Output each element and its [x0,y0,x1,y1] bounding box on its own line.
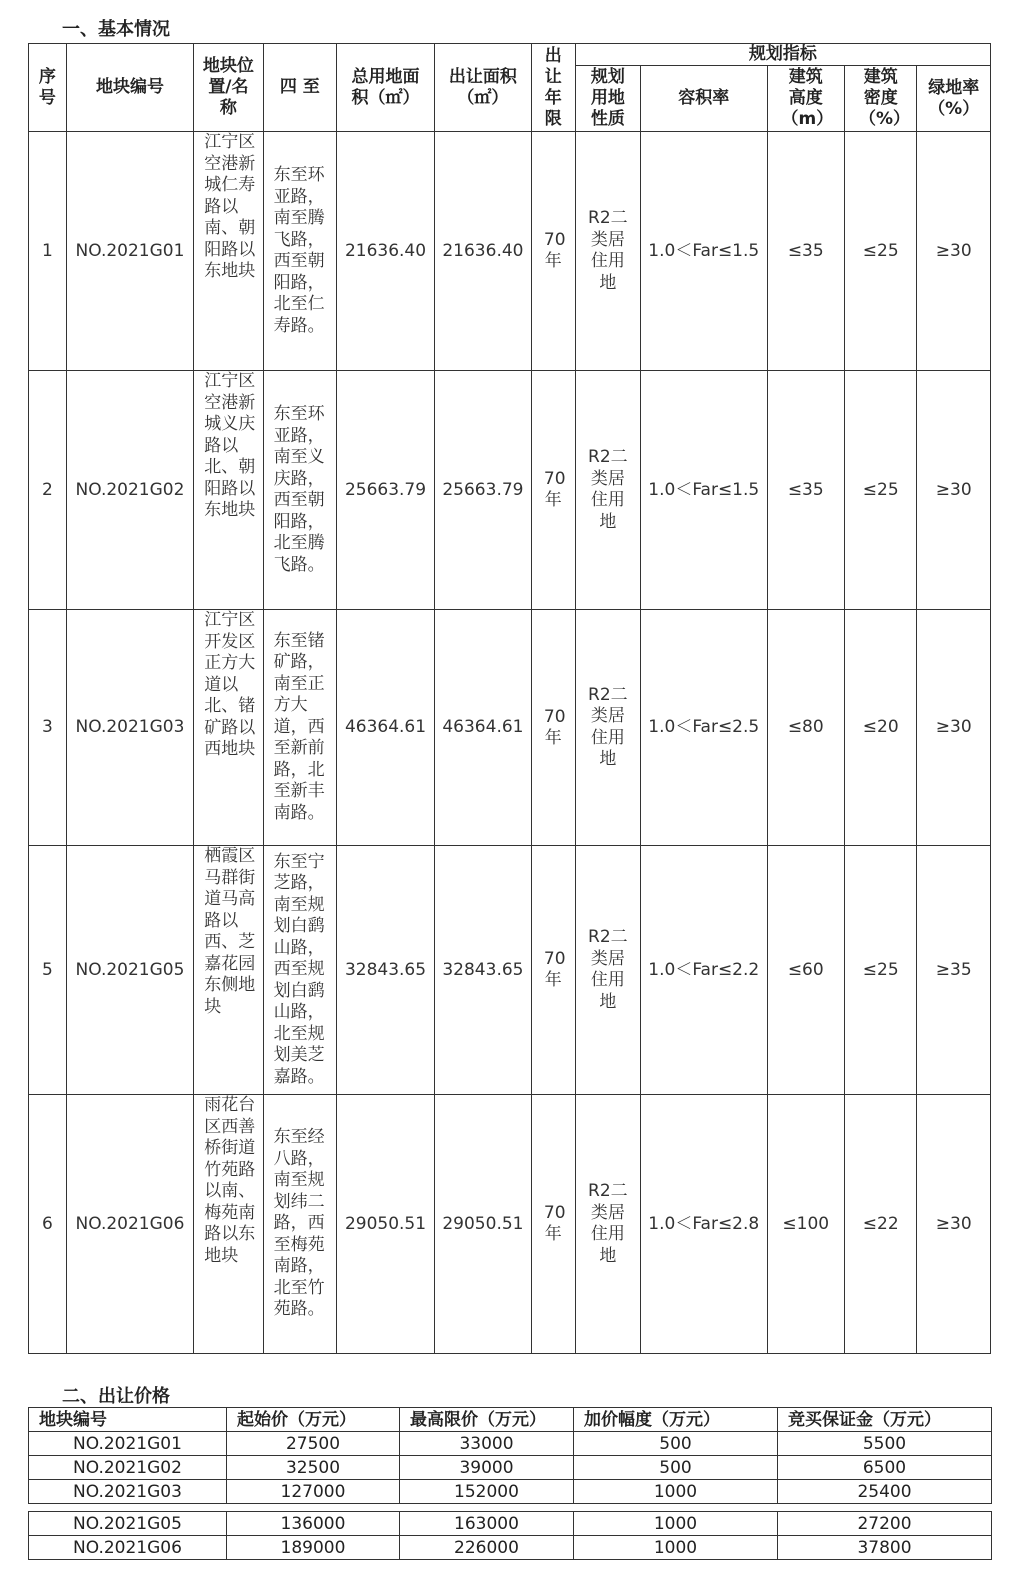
section2-title: 二、出让价格 [62,1386,170,1407]
cell-deposit: 37800 [778,1536,992,1560]
basic-info-table [28,43,991,1354]
cell-green: ≥35 [917,846,991,1095]
cell-max-price: 226000 [400,1536,574,1560]
table-row [29,1095,991,1354]
cell-deposit: 25400 [778,1480,992,1504]
cell-bounds: 东至宁芝路，南至规划白鹞山路，西至规划白鹞山路，北至规划美芝嘉路。 [263,846,336,1095]
cell-green: ≥30 [917,371,991,610]
header-start-price: 起始价（万元） [227,1408,400,1432]
table-row [29,1480,992,1504]
header-seq: 序号 [29,44,67,132]
table-row [29,1432,992,1456]
cell-height: ≤60 [767,846,845,1095]
header-total-area: 总用地面积（㎡） [337,44,435,132]
cell-height: ≤100 [767,1095,845,1354]
header-green: 绿地率（%） [917,66,991,132]
cell-max-price: 163000 [400,1512,574,1536]
cell-height: ≤35 [767,132,845,371]
cell-far: 1.0＜Far≤1.5 [641,132,767,371]
cell-sell-area: 25663.79 [434,371,531,610]
cell-location: 江宁区开发区正方大道以北、锗矿路以西地块 [194,610,263,846]
cell-code: NO.2021G01 [29,1432,227,1456]
cell-green: ≥30 [917,132,991,371]
cell-start-price: 32500 [227,1456,400,1480]
cell-green: ≥30 [917,1095,991,1354]
cell-sell-area: 21636.40 [434,132,531,371]
table-row [29,1536,992,1560]
header-location: 地块位置/名称 [194,44,263,132]
cell-code: NO.2021G03 [66,610,194,846]
cell-bounds: 东至环亚路，南至义庆路，西至朝阳路，北至腾飞路。 [263,371,336,610]
cell-start-price: 27500 [227,1432,400,1456]
section1-title: 一、基本情况 [62,19,170,40]
header-density: 建筑密度（%） [845,66,917,132]
cell-density: ≤22 [845,1095,917,1354]
header-height: 建筑高度（m） [767,66,845,132]
header-max-price: 最高限价（万元） [400,1408,574,1432]
header-code: 地块编号 [29,1408,227,1432]
table-row [29,1512,992,1536]
cell-sell-area: 46364.61 [434,610,531,846]
cell-density: ≤25 [845,371,917,610]
cell-max-price: 39000 [400,1456,574,1480]
cell-seq: 1 [29,132,67,371]
cell-density: ≤20 [845,610,917,846]
cell-years: 70年 [531,846,575,1095]
table-row [29,1456,992,1480]
gap-cell [29,1504,992,1512]
cell-land-use: R2二类居住用地 [575,371,640,610]
header-sell-area: 出让面积（㎡） [434,44,531,132]
header-bounds: 四 至 [263,44,336,132]
cell-location: 江宁区空港新城义庆路以北、朝阳路以东地块 [194,371,263,610]
cell-far: 1.0＜Far≤2.5 [641,610,767,846]
cell-bounds: 东至锗矿路，南至正方大道，西至新前路，北至新丰南路。 [263,610,336,846]
header-years: 出让年限 [531,44,575,132]
table-row [29,610,991,846]
cell-bounds: 东至经八路，南至规划纬二路，西至梅苑南路，北至竹苑路。 [263,1095,336,1354]
row-gap [29,1504,992,1512]
header-land-use: 规划用地性质 [575,66,640,132]
cell-years: 70年 [531,371,575,610]
cell-start-price: 127000 [227,1480,400,1504]
cell-code: NO.2021G05 [66,846,194,1095]
cell-land-use: R2二类居住用地 [575,610,640,846]
cell-land-use: R2二类居住用地 [575,1095,640,1354]
cell-years: 70年 [531,132,575,371]
cell-max-price: 152000 [400,1480,574,1504]
cell-far: 1.0＜Far≤1.5 [641,371,767,610]
cell-code: NO.2021G03 [29,1480,227,1504]
cell-years: 70年 [531,610,575,846]
cell-code: NO.2021G06 [29,1536,227,1560]
cell-density: ≤25 [845,132,917,371]
cell-total-area: 25663.79 [337,371,435,610]
cell-seq: 5 [29,846,67,1095]
cell-total-area: 32843.65 [337,846,435,1095]
header-planning: 规划指标 [575,44,990,66]
header-code: 地块编号 [66,44,194,132]
cell-density: ≤25 [845,846,917,1095]
cell-deposit: 27200 [778,1512,992,1536]
cell-bounds: 东至环亚路，南至腾飞路，西至朝阳路，北至仁寿路。 [263,132,336,371]
cell-height: ≤80 [767,610,845,846]
cell-code: NO.2021G06 [66,1095,194,1354]
cell-land-use: R2二类居住用地 [575,132,640,371]
cell-green: ≥30 [917,610,991,846]
cell-code: NO.2021G01 [66,132,194,371]
cell-far: 1.0＜Far≤2.8 [641,1095,767,1354]
price-table [28,1407,992,1560]
header-step: 加价幅度（万元） [574,1408,778,1432]
cell-years: 70年 [531,1095,575,1354]
cell-deposit: 6500 [778,1456,992,1480]
cell-start-price: 189000 [227,1536,400,1560]
cell-step: 1000 [574,1512,778,1536]
header-far: 容积率 [641,66,767,132]
cell-seq: 2 [29,371,67,610]
cell-start-price: 136000 [227,1512,400,1536]
cell-max-price: 33000 [400,1432,574,1456]
cell-seq: 6 [29,1095,67,1354]
cell-step: 1000 [574,1536,778,1560]
cell-land-use: R2二类居住用地 [575,846,640,1095]
cell-step: 1000 [574,1480,778,1504]
cell-location: 栖霞区马群街道马高路以西、芝嘉花园东侧地块 [194,846,263,1095]
cell-seq: 3 [29,610,67,846]
cell-code: NO.2021G05 [29,1512,227,1536]
cell-step: 500 [574,1432,778,1456]
table-row [29,371,991,610]
cell-location: 江宁区空港新城仁寿路以南、朝阳路以东地块 [194,132,263,371]
cell-height: ≤35 [767,371,845,610]
cell-deposit: 5500 [778,1432,992,1456]
cell-sell-area: 32843.65 [434,846,531,1095]
cell-sell-area: 29050.51 [434,1095,531,1354]
cell-total-area: 21636.40 [337,132,435,371]
cell-total-area: 29050.51 [337,1095,435,1354]
header-deposit: 竞买保证金（万元） [778,1408,992,1432]
cell-step: 500 [574,1456,778,1480]
cell-total-area: 46364.61 [337,610,435,846]
cell-far: 1.0＜Far≤2.2 [641,846,767,1095]
table-row [29,132,991,371]
table-row [29,846,991,1095]
cell-code: NO.2021G02 [66,371,194,610]
cell-code: NO.2021G02 [29,1456,227,1480]
cell-location: 雨花台区西善桥街道竹苑路以南、梅苑南路以东地块 [194,1095,263,1354]
